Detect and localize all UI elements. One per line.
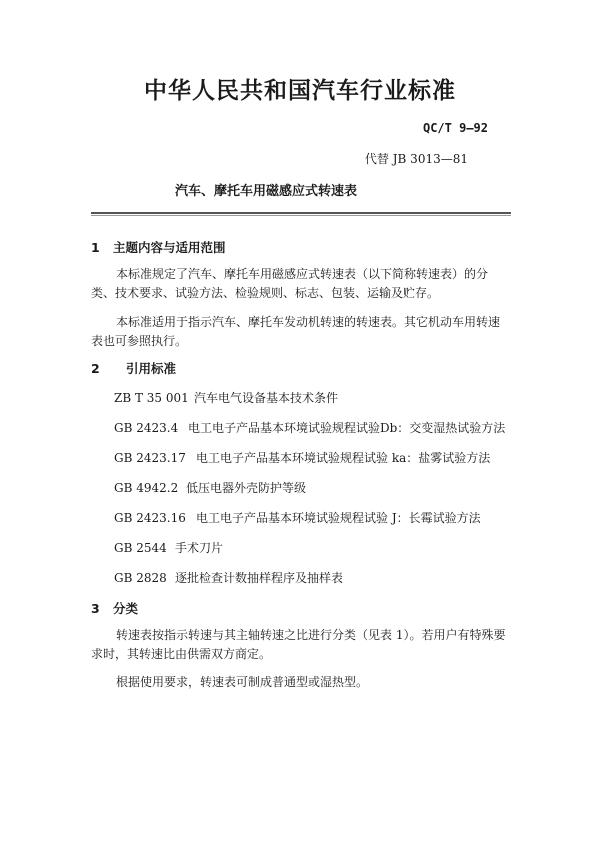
reference-title: 手术刀片 — [175, 541, 224, 555]
reference-code: GB 4942.2 — [114, 481, 179, 495]
reference-item — [114, 449, 490, 466]
reference-code: GB 2828 — [114, 571, 167, 585]
section-2-heading — [91, 359, 176, 377]
reference-code: GB 2423.4 — [114, 421, 179, 435]
section-number: 1 — [91, 240, 100, 255]
reference-title: 汽车电气设备基本技术条件 — [194, 391, 339, 405]
replaces-standard: 代替 JB 3013—81 — [364, 152, 468, 166]
section-3-heading — [91, 599, 138, 617]
section-title: 引用标准 — [126, 361, 177, 376]
reference-item — [114, 569, 343, 586]
reference-item — [114, 389, 338, 406]
section-title: 主题内容与适用范围 — [113, 240, 226, 255]
reference-item — [114, 539, 223, 556]
reference-code: ZB T 35 001 — [114, 391, 189, 405]
reference-title: 电工电子产品基本环境试验规程试验 ka：盐雾试验方法 — [196, 451, 491, 465]
standard-title: 中华人民共和国汽车行业标准 — [144, 78, 456, 104]
reference-title: 电工电子产品基本环境试验规程试验Db：交变湿热试验方法 — [188, 421, 506, 435]
section-number: 3 — [91, 601, 100, 616]
reference-item — [114, 479, 306, 496]
reference-title: 逐批检查计数抽样程序及抽样表 — [175, 571, 344, 585]
section-1-paragraph: 本标准规定了汽车、摩托车用磁感应式转速表（以下简称转速表）的分类、技术要求、试验方法、检验规则、标志、包装、运输及贮存。 — [91, 267, 489, 300]
reference-item — [114, 509, 481, 526]
reference-code: GB 2544 — [114, 541, 167, 555]
reference-title: 电工电子产品基本环境试验规程试验 J：长霉试验方法 — [196, 511, 481, 525]
section-1-paragraph: 本标准适用于指示汽车、摩托车发动机转速的转速表。其它机动车用转速表也可参照执行。 — [91, 315, 501, 348]
section-3-paragraph: 转速表按指示转速与其主轴转速之比进行分类（见表 1）。若用户有特殊要求时，其转速比由供需双方商定。 — [91, 628, 506, 661]
document-title: 汽车、摩托车用磁感应式转速表 — [175, 184, 358, 199]
reference-title: 低压电器外壳防护等级 — [186, 481, 307, 495]
section-1-heading — [91, 238, 226, 256]
title-divider — [91, 212, 511, 214]
title-divider-thin — [91, 215, 511, 216]
reference-code: GB 2423.16 — [114, 511, 186, 525]
reference-item — [114, 419, 505, 436]
reference-code: GB 2423.17 — [114, 451, 186, 465]
section-number: 2 — [91, 361, 100, 376]
section-3-paragraph: 根据使用要求，转速表可制成普通型或湿热型。 — [116, 675, 369, 689]
standard-number: QC/T 9—92 — [422, 121, 488, 135]
section-title: 分类 — [113, 601, 139, 616]
